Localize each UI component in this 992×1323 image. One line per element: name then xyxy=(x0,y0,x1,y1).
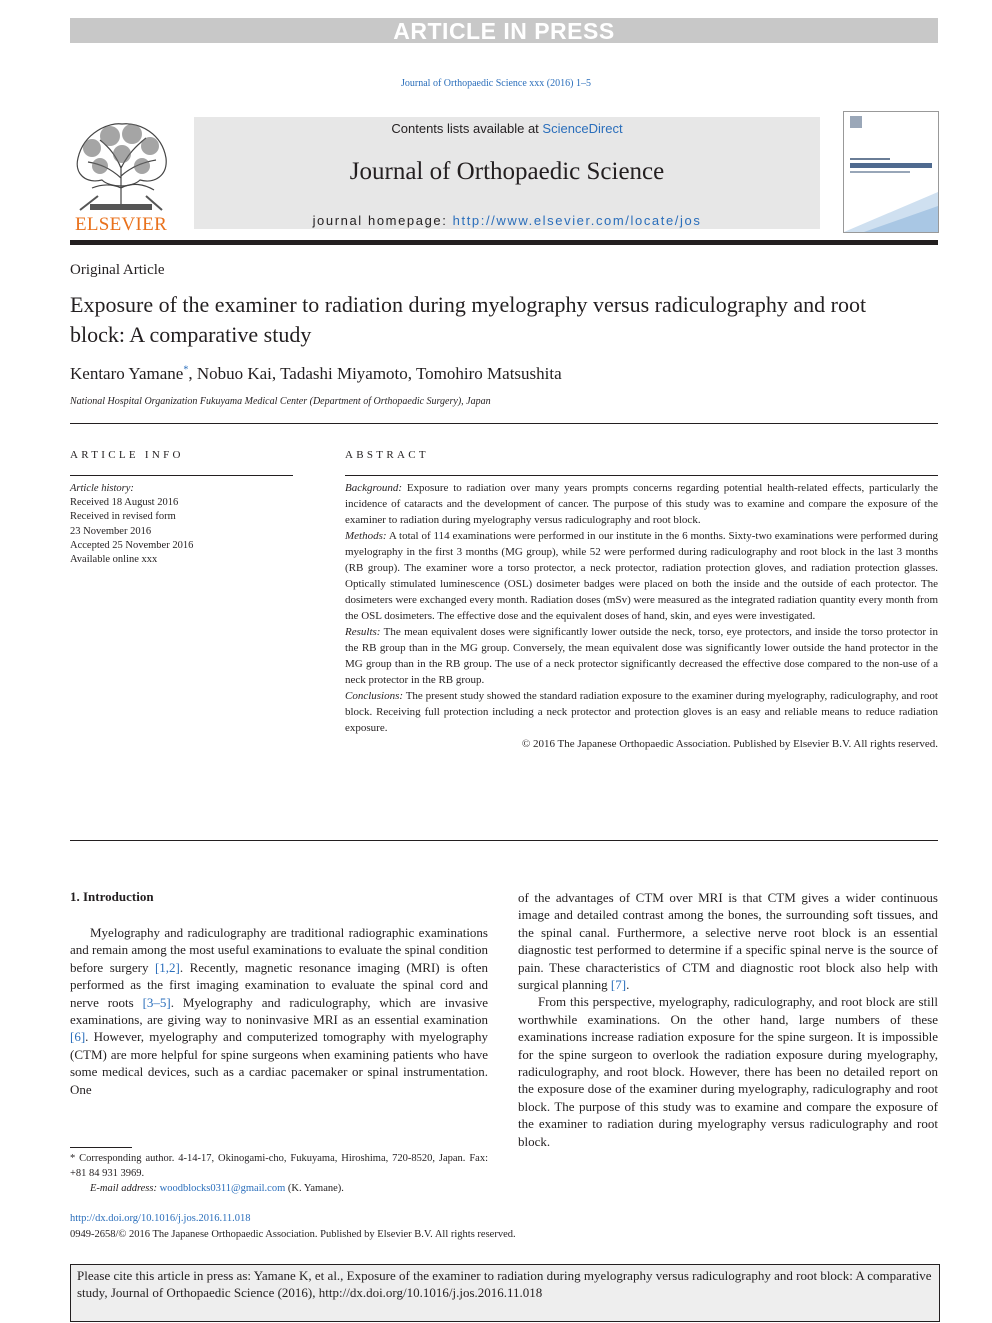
footnote-rule xyxy=(70,1147,132,1148)
author-list: Kentaro Yamane*, Nobuo Kai, Tadashi Miyamoto, Tomohiro Matsushita xyxy=(70,364,562,383)
article-history-label: Article history: xyxy=(70,483,134,494)
sciencedirect-link[interactable]: ScienceDirect xyxy=(542,121,623,136)
abstract-body xyxy=(345,480,938,752)
email-line: E-mail address: woodblocks0311@gmail.com (K. Yamane). xyxy=(90,1183,344,1194)
affiliation: National Hospital Organization Fukuyama Medical Center (Department of Orthopaedic Surgery), Japan xyxy=(70,396,491,407)
abstract-results: Results: The mean equivalent doses were significantly lower outside the neck, torso, eye protectors, and inside the torso protector in the RB group than in the MG group. Conversely, the mean equivalent dose was significantly lower outside the hand protector in the MG group than in the RB group. The use of a neck protector significantly decreased the effective dose compared to the non-use of a neck protector in the RB group. xyxy=(345,626,938,686)
intro-paragraph: From this perspective, myelography, radiculography, and root block are still worthwhile examinations. On the other hand, large numbers of these examinations increase radiation exposure for the spine surgeon. It is impossible for the spine surgeon to overlook the radiation exposure during myelography, radiculography, and root block. However, there has been no detailed report on the exposure dose of the examiner during myelography, radiculography and root block. The purpose of this study was to examine and compare the exposure of the examiner to radiation during myelography versus radiculography and root block. xyxy=(518,994,938,1149)
journal-cover-thumbnail[interactable] xyxy=(843,111,939,233)
history-item: 23 November 2016 xyxy=(70,525,152,537)
corresponding-author-mark[interactable]: * xyxy=(183,364,189,376)
intro-left-column xyxy=(70,924,488,1098)
article-info-heading: ARTICLE INFO xyxy=(70,449,184,461)
masthead-rule xyxy=(70,240,938,245)
homepage-link[interactable]: http://www.elsevier.com/locate/jos xyxy=(452,213,702,228)
intro-right-column xyxy=(518,889,938,1150)
intro-paragraph: Myelography and radiculography are traditional radiographic examinations and remain among the most useful examinations to evaluate the spinal condition before surgery [1,2]. Recently, magnetic resonance imaging (MRI) is often performed as the first imaging examination to evaluate the spinal cord and nerve roots [3–5]. Myelography and radiculography, which are invasive examinations, are giving way to noninvasive MRI as an essential examination [6]. However, myelography and computerized tomography with myelography (CTM) are more helpful for spine surgeons when examining patients who have some medical devices, such as a cardiac pacemaker or spinal instrumentation. One xyxy=(70,925,488,1097)
email-link[interactable]: woodblocks0311@gmail.com xyxy=(159,1183,286,1194)
history-item: Available online xxx xyxy=(70,554,158,566)
cover-image-icon xyxy=(844,112,938,232)
article-in-press-banner: ARTICLE IN PRESS xyxy=(70,18,938,43)
title-block-rule xyxy=(70,423,938,424)
abstract-rule xyxy=(345,475,938,476)
history-item: Received in revised form xyxy=(70,511,176,523)
journal-title: Journal of Orthopaedic Science xyxy=(349,158,665,185)
elsevier-wordmark: ELSEVIER xyxy=(74,214,168,235)
abstract-heading: ABSTRACT xyxy=(345,449,429,461)
elsevier-tree-icon xyxy=(70,118,172,214)
elsevier-logo[interactable] xyxy=(70,118,172,238)
history-item: Received 18 August 2016 xyxy=(70,497,179,509)
contents-available-line: Contents lists available at ScienceDirect xyxy=(391,121,623,136)
history-item: Accepted 25 November 2016 xyxy=(70,539,194,551)
abstract-conclusions: Conclusions: The present study showed the standard radiation exposure to the examiner during myelography, radiculography, and root block. Receiving full protection including a neck protector and protection gloves is an easy and reliable means to reduce radiation exposure. xyxy=(345,690,938,734)
corresponding-author-footnote: * Corresponding author. 4-14-17, Okinogami-cho, Fukuyama, Hiroshima, 720-8520, Japan. Fax: +81 84 931 3969. E-mail address: woodblocks0311@gmail.com (K. Yamane). xyxy=(70,1153,488,1194)
doi-block xyxy=(70,1211,516,1243)
article-info-rule xyxy=(70,475,293,476)
intro-paragraph: of the advantages of CTM over MRI is that CTM gives a wider continuous image and detailed contrast among the bones, the surrounding soft tissues, and the spinal canal. Furthermore, a selective nerve root block is an essential diagnostic test performed to determine if a specific spinal nerve is the source of pain. These characteristics of CTM and diagnostic root block also help with surgical planning [7]. xyxy=(518,890,938,993)
journal-homepage-line: journal homepage: http://www.elsevier.com/locate/jos xyxy=(312,213,702,228)
abstract-copyright: © 2016 The Japanese Orthopaedic Association. Published by Elsevier B.V. All rights reserved. xyxy=(521,738,938,750)
citation-link[interactable]: [6] xyxy=(70,1029,86,1045)
citation-link[interactable]: [3–5] xyxy=(142,994,171,1010)
cite-this-article-box: Please cite this article in press as: Yamane K, et al., Exposure of the examiner to radiation during myelography versus radiculography and root block: A comparative study, Journal of Orthopaedic Science (2016), http://dx.doi.org/10.1016/j.jos.2016.11.018 xyxy=(70,1264,940,1322)
citation-link[interactable]: [7] xyxy=(610,977,627,993)
abstract-background: Background: Exposure to radiation over many years prompts concerns regarding potential health-related effects, particularly the incidence of cataracts and the development of cancer. The purpose of this study was to examine and compare the exposure of the examiner to radiation during myelography versus radiculography and root block. xyxy=(345,482,938,526)
doi-link[interactable]: http://dx.doi.org/10.1016/j.jos.2016.11.018 xyxy=(70,1213,251,1224)
article-history xyxy=(70,482,193,567)
article-type: Original Article xyxy=(70,262,165,278)
journal-reference[interactable]: Journal of Orthopaedic Science xxx (2016) 1–5 xyxy=(401,78,591,89)
introduction-heading: 1. Introduction xyxy=(70,889,154,904)
abstract-end-rule xyxy=(70,840,938,841)
issn-line: 0949-2658/© 2016 The Japanese Orthopaedic Association. Published by Elsevier B.V. All rights reserved. xyxy=(70,1229,516,1240)
abstract-methods: Methods: A total of 114 examinations were performed in our institute in the 6 months. Sixty-two examinations were performed during myelography in the first 3 months (MG group), while 52 were performed during radiculography and root block in the last 3 months (RB group). The examiner wore a torso protector, a neck protector, radiation protection gloves, and radiation protection glasses. Optically stimulated luminescence (OSL) dosimeter badges were placed on both the inside and the outside of each protector. The dosimeters were exchanged every month. Radiation doses (mSv) were measured as the integrated radiation quantity every month from the OSL dosimeters. The effective dose and the equivalent doses of hand, skin, and eyes were investigated. xyxy=(345,530,938,622)
article-title: Exposure of the examiner to radiation during myelography versus radiculography and root block: A comparative study xyxy=(70,292,867,347)
citation-link[interactable]: [1,2] xyxy=(154,959,180,975)
